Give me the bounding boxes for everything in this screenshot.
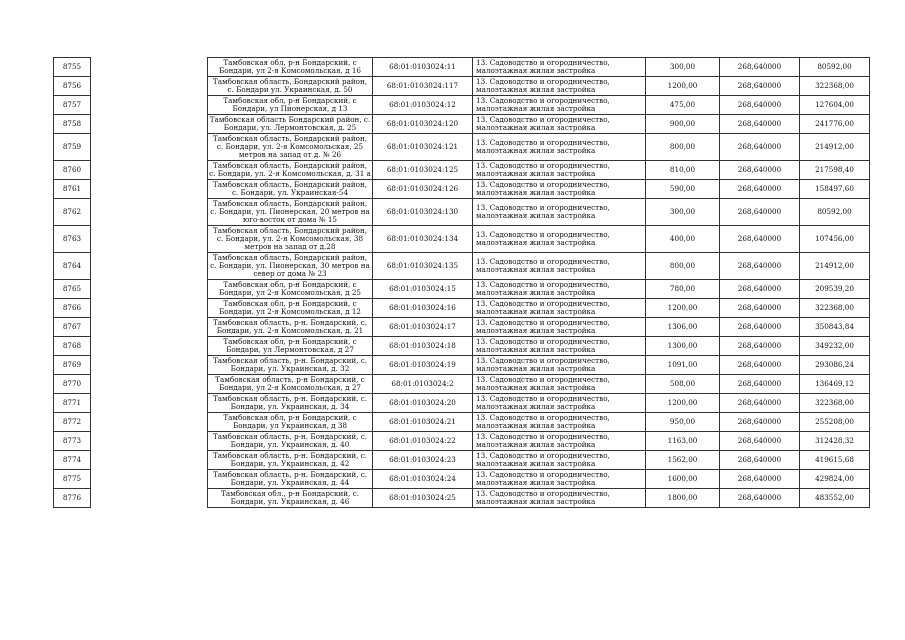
row-number-body [54,58,91,508]
table-row [208,226,870,253]
cadastral-number-cell: 68:01:0103024:126 [373,180,473,199]
cadastral-cost-cell: 107456,00 [800,226,870,253]
cadastral-number-cell: 68:01:0103024:120 [373,115,473,134]
row-number-cell: 8758 [54,115,91,134]
address-cell: Тамбовская область, р-н. Бондарский, с. Бондари, ул. Украинская, д. 44 [208,470,373,489]
area-cell: 400,00 [646,226,720,253]
address-cell: Тамбовская область, р-н Бондарский, с Бондари, ул 2-я Комсомольская, д 27 [208,375,373,394]
cadastral-cost-cell: 429824,00 [800,470,870,489]
rate-cell: 268,640000 [720,161,800,180]
area-cell: 508,00 [646,375,720,394]
row-number-cell: 8768 [54,337,91,356]
rate-cell: 268,640000 [720,180,800,199]
row-number-row [54,180,91,199]
row-number-row [54,470,91,489]
cadastral-number-cell: 68:01:0103024:125 [373,161,473,180]
rate-cell: 268,640000 [720,134,800,161]
cadastral-number-cell: 68:01:0103024:117 [373,77,473,96]
table-row [208,413,870,432]
rate-cell: 268,640000 [720,253,800,280]
cadastral-cost-cell: 483552,00 [800,489,870,508]
row-number-row [54,413,91,432]
table-row [208,318,870,337]
row-number-row [54,134,91,161]
address-cell: Тамбовская область, Бондарский район, с. Бондари, ул. 2-я Комсомольская, д. 31 а [209,161,371,178]
cadastral-cost-cell: 158497,60 [800,180,870,199]
cadastral-number-cell: 68:01:0103024:20 [373,394,473,413]
rate-cell: 268,640000 [720,394,800,413]
area-cell: 1306,00 [646,318,720,337]
land-use-cell: 13. Садоводство и огородничество, малоэтажная жилая застройка [473,432,646,451]
table-row [208,96,870,115]
row-number-cell: 8756 [54,77,91,96]
address-cell: Тамбовская обл, р-н Бондарский, с Бондари, ул Пионерская, д 13 [208,96,373,115]
row-number-row [54,96,91,115]
table-row [208,280,870,299]
land-use-cell: 13. Садоводство и огородничество, малоэтажная жилая застройка [473,375,646,394]
rate-cell: 268,640000 [720,77,800,96]
row-number-cell: 8771 [54,394,91,413]
land-use-cell: 13. Садоводство и огородничество, малоэтажная жилая застройка [473,337,646,356]
area-cell: 475,00 [646,96,720,115]
rate-cell: 268,640000 [720,337,800,356]
land-use-cell: 13. Садоводство и огородничество, малоэтажная жилая застройка [473,161,646,180]
area-cell: 1562,00 [646,451,720,470]
cadastral-cost-cell: 209539,20 [800,280,870,299]
area-cell: 1600,00 [646,470,720,489]
row-number-cell: 8761 [54,180,91,199]
cadastral-cost-cell: 293086,24 [800,356,870,375]
land-use-cell: 13. Садоводство и огородничество, малоэтажная жилая застройка [473,299,646,318]
table-row [208,134,870,161]
row-number-row [54,375,91,394]
parcel-table [207,57,870,508]
rate-cell: 268,640000 [720,413,800,432]
land-use-cell: 13. Садоводство и огородничество, малоэтажная жилая застройка [473,356,646,375]
rate-cell: 268,640000 [720,451,800,470]
cadastral-number-cell: 68:01:0103024:2 [373,375,473,394]
address-cell: Тамбовская область Бондарский район, с. Бондари, ул. Лермонтовская, д. 25 [208,115,373,134]
row-number-cell: 8774 [54,451,91,470]
rate-cell: 268,640000 [720,115,800,134]
area-cell: 1163,00 [646,432,720,451]
cadastral-number-cell: 68:01:0103024:130 [373,199,473,226]
address-cell: Тамбовская область, Бондарский район, с. Бондари ул. Украинская, д. 50 [208,77,373,96]
cadastral-cost-cell: 80592,00 [800,199,870,226]
address-cell: Тамбовская обл., р-н Бондарский, с. Бондари, ул. Украинская, д. 46 [208,489,373,508]
cadastral-cost-cell: 322368,00 [800,77,870,96]
land-use-cell: 13. Садоводство и огородничество, малоэтажная жилая застройка [473,199,646,226]
rate-cell: 268,640000 [720,96,800,115]
cadastral-number-cell: 68:01:0103024:11 [373,58,473,77]
rate-cell: 268,640000 [720,280,800,299]
area-cell: 1300,00 [646,337,720,356]
table-row [208,253,870,280]
cadastral-cost-cell: 322368,00 [800,394,870,413]
table-row [208,77,870,96]
table-row [208,375,870,394]
row-number-row [54,489,91,508]
row-number-row [54,115,91,134]
cadastral-number-cell: 68:01:0103024:18 [373,337,473,356]
address-cell: Тамбовская обл, р-н Бондарский, с Бондари, ул Лермонтовская, д 27 [208,337,373,356]
cadastral-cost-cell: 214912,00 [800,134,870,161]
row-number-row [54,280,91,299]
table-row [208,180,870,199]
cadastral-number-cell: 68:01:0103024:12 [373,96,473,115]
cadastral-number-cell: 68:01:0103024:134 [373,226,473,253]
row-number-cell: 8762 [54,199,91,226]
row-number-cell: 8767 [54,318,91,337]
cadastral-number-cell: 68:01:0103024:121 [373,134,473,161]
cadastral-cost-cell: 136469,12 [800,375,870,394]
land-use-cell: 13. Садоводство и огородничество, малоэтажная жилая застройка [473,413,646,432]
cadastral-number-cell: 68:01:0103024:19 [373,356,473,375]
row-number-cell: 8755 [54,58,91,77]
area-cell: 900,00 [646,115,720,134]
land-use-cell: 13. Садоводство и огородничество, малоэтажная жилая застройка [473,115,646,134]
cadastral-number-cell: 68:01:0103024:22 [373,432,473,451]
table-row [208,394,870,413]
area-cell: 780,00 [646,280,720,299]
cadastral-cost-cell: 350843,84 [800,318,870,337]
row-number-row [54,58,91,77]
rate-cell: 268,640000 [720,199,800,226]
cadastral-cost-cell: 127604,00 [800,96,870,115]
address-cell: Тамбовская обл, р-н Бондарский, с Бондари, ул 2-я Комсомольская, д 12 [208,299,373,318]
row-number-cell: 8770 [54,375,91,394]
area-cell: 1800,00 [646,489,720,508]
row-number-table [53,57,91,508]
row-number-row [54,161,91,180]
address-cell: Тамбовская область, Бондарский район, с. Бондари, ул. Украинская-54 [208,180,373,199]
table-row [208,337,870,356]
address-cell: Тамбовская область, Бондарский район, с. Бондари, ул. Пионерская, 20 метров на юго-восток от дома № 15 [208,199,373,226]
cadastral-cost-cell: 312428,32 [800,432,870,451]
cadastral-number-cell: 68:01:0103024:24 [373,470,473,489]
row-number-row [54,226,91,253]
cadastral-number-cell: 68:01:0103024:15 [373,280,473,299]
cadastral-cost-cell: 214912,00 [800,253,870,280]
row-number-cell: 8772 [54,413,91,432]
address-cell: Тамбовская область, р-н. Бондарский, с. Бондари, ул. Украинская, д. 32 [208,356,373,375]
address-cell: Тамбовская обл, р-н Бондарский, с Бондари, ул 2-я Комсомольская, д 25 [208,280,373,299]
row-number-cell: 8764 [54,253,91,280]
cadastral-number-cell: 68:01:0103024:23 [373,451,473,470]
address-cell: Тамбовская область, р-н. Бондарский, с. Бондари, ул. Украинская, д. 34 [208,394,373,413]
land-use-cell: 13. Садоводство и огородничество, малоэтажная жилая застройка [473,134,646,161]
area-cell: 590,00 [646,180,720,199]
row-number-row [54,199,91,226]
land-use-cell: 13. Садоводство и огородничество, малоэтажная жилая застройка [473,226,646,253]
land-use-cell: 13. Садоводство и огородничество, малоэтажная жилая застройка [473,280,646,299]
rate-cell: 268,640000 [720,318,800,337]
table-row [208,115,870,134]
area-cell: 800,00 [646,134,720,161]
rate-cell: 268,640000 [720,299,800,318]
cadastral-cost-cell: 322368,00 [800,299,870,318]
row-number-row [54,77,91,96]
row-number-row [54,253,91,280]
land-use-cell: 13. Садоводство и огородничество, малоэтажная жилая застройка [473,451,646,470]
table-row [208,161,870,180]
row-number-row [54,432,91,451]
cadastral-cost-cell: 349232,00 [800,337,870,356]
area-cell: 300,00 [646,199,720,226]
area-cell: 1200,00 [646,299,720,318]
land-use-cell: 13. Садоводство и огородничество, малоэтажная жилая застройка [473,394,646,413]
cadastral-cost-cell: 419615,68 [800,451,870,470]
table-row [208,470,870,489]
table-row [208,299,870,318]
cadastral-number-cell: 68:01:0103024:25 [373,489,473,508]
row-number-row [54,337,91,356]
table-row [208,58,870,77]
cadastral-number-cell: 68:01:0103024:17 [373,318,473,337]
row-number-cell: 8760 [54,161,91,180]
row-number-row [54,299,91,318]
row-number-cell: 8773 [54,432,91,451]
row-number-row [54,318,91,337]
rate-cell: 268,640000 [720,489,800,508]
table-row [208,451,870,470]
rate-cell: 268,640000 [720,58,800,77]
table-row [208,356,870,375]
area-cell: 300,00 [646,58,720,77]
address-cell: Тамбовская обл, р-н Бондарский, с Бондари, ул Украинская, д 38 [208,413,373,432]
cadastral-cost-cell: 217598,40 [800,161,870,180]
address-cell: Тамбовская область, Бондарский район, с. Бондари, ул. 2-я Комсомольская, 38 метров на запад от д.28 [208,226,373,253]
area-cell: 1091,00 [646,356,720,375]
cadastral-number-cell: 68:01:0103024:16 [373,299,473,318]
land-use-cell: 13. Садоводство и огородничество, малоэтажная жилая застройка [473,253,646,280]
area-cell: 800,00 [646,253,720,280]
row-number-cell: 8766 [54,299,91,318]
land-use-cell: 13. Садоводство и огородничество, малоэтажная жилая застройка [473,180,646,199]
land-use-cell: 13. Садоводство и огородничество, малоэтажная жилая застройка [473,489,646,508]
land-use-cell: 13. Садоводство и огородничество, малоэтажная жилая застройка [473,318,646,337]
area-cell: 950,00 [646,413,720,432]
address-cell: Тамбовская область, Бондарский район, с. Бондари, ул. Пионерская, 30 метров на север от дома № 23 [208,253,373,280]
row-number-cell: 8769 [54,356,91,375]
address-cell: Тамбовская область, р-н. Бондарский, с. Бондари, ул. 2-я Комсомольская, д. 21 [208,318,373,337]
row-number-row [54,451,91,470]
address-cell: Тамбовская обл, р-н Бондарский, с Бондари, ул 2-я Комсомольская, д 16 [208,58,373,77]
rate-cell: 268,640000 [720,432,800,451]
row-number-row [54,394,91,413]
cadastral-number-cell: 68:01:0103024:21 [373,413,473,432]
cadastral-cost-cell: 80592,00 [800,58,870,77]
rate-cell: 268,640000 [720,470,800,489]
land-use-cell: 13. Садоводство и огородничество, малоэтажная жилая застройка [473,58,646,77]
area-cell: 1200,00 [646,394,720,413]
row-number-cell: 8765 [54,280,91,299]
table-row [208,432,870,451]
row-number-cell: 8776 [54,489,91,508]
row-number-row [54,356,91,375]
rate-cell: 268,640000 [720,356,800,375]
table-row [208,489,870,508]
table-row [208,199,870,226]
address-cell: Тамбовская область, р-н. Бондарский, с. Бондари, ул. Украинская, д. 42 [208,451,373,470]
cadastral-cost-cell: 241776,00 [800,115,870,134]
address-cell: Тамбовская область, Бондарский район, с. Бондари, ул. 2-я Комсомольская, 25 метров на запад от д. № 26 [208,134,373,161]
row-number-cell: 8757 [54,96,91,115]
row-number-cell: 8775 [54,470,91,489]
rate-cell: 268,640000 [720,226,800,253]
land-use-cell: 13. Садоводство и огородничество, малоэтажная жилая застройка [473,96,646,115]
cadastral-cost-cell: 255208,00 [800,413,870,432]
land-use-cell: 13. Садоводство и огородничество, малоэтажная жилая застройка [473,470,646,489]
area-cell: 1200,00 [646,77,720,96]
parcel-table-body [208,58,870,508]
address-cell: Тамбовская область, р-н. Бондарский, с. Бондари, ул. Украинская, д. 40 [208,432,373,451]
area-cell: 810,00 [646,161,720,180]
land-use-cell: 13. Садоводство и огородничество, малоэтажная жилая застройка [473,77,646,96]
rate-cell: 268,640000 [720,375,800,394]
cadastral-number-cell: 68:01:0103024:135 [373,253,473,280]
row-number-cell: 8763 [54,226,91,253]
row-number-cell: 8759 [54,134,91,161]
